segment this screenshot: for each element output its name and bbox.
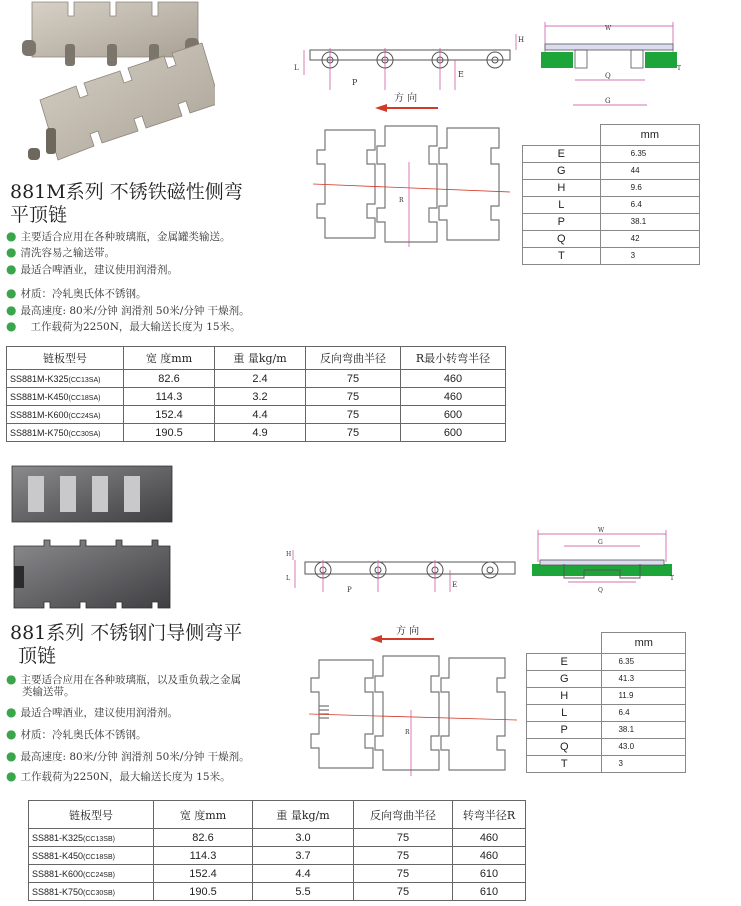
column-header: 链板型号 [7, 347, 124, 370]
column-header: 重 量kg/m [253, 801, 354, 829]
column-header: 宽 度mm [154, 801, 253, 829]
side-view-diagram-1 [290, 20, 530, 115]
dim-label-r: R [405, 729, 410, 736]
table-row: T 3 [523, 247, 700, 264]
column-header: 宽 度mm [124, 347, 215, 370]
bullet-icon: ● [6, 705, 17, 719]
dim-label-g: G [598, 539, 603, 546]
cross-section-diagram-1 [535, 20, 685, 120]
dim-label-g: G [605, 97, 611, 105]
chain-photo-881 [8, 458, 208, 618]
bullet-icon: ● [6, 245, 17, 259]
direction-arrow-icon [370, 634, 440, 644]
list-item: ● 最适合啤酒业，建议使用润滑剂。 [6, 262, 178, 276]
table-row: SS881-K750(CC30SB) 190.5 5.5 75 610 [29, 883, 526, 901]
dim-label-q: Q [605, 72, 611, 80]
product1-title-line2: 平顶链 [10, 204, 68, 226]
product2-bullets [6, 673, 316, 786]
table-row: E 6.35 [527, 653, 686, 670]
list-item: ● 清洗容易之输送带。 [6, 245, 115, 259]
top-view-diagram-2 [305, 650, 525, 780]
list-item: 类输送带。 [22, 686, 75, 698]
table-row: G 44 [523, 162, 700, 179]
list-item: ● 最高速度: 80米/分钟 润滑剂 50米/分钟 干燥剂。 [6, 303, 250, 317]
list-item: ● 材质：冷轧奥氏体不锈钢。 [6, 286, 147, 300]
spec-header: mm [602, 633, 686, 654]
dim-label-l: L [294, 64, 299, 72]
dim-label-e: E [458, 70, 464, 79]
direction-label: 方 向 [394, 93, 418, 104]
bullet-icon: ● [6, 303, 17, 317]
table-row: G 41.3 [527, 670, 686, 687]
model-table-1 [6, 346, 506, 442]
table-row: T 3 [527, 755, 686, 772]
list-item: ● 主要适合应用在各种玻璃瓶，以及重负载之金属 [6, 672, 241, 686]
table-row: Q 42 [523, 230, 700, 247]
table-row: L 6.4 [527, 704, 686, 721]
dim-label-r: R [399, 197, 404, 204]
direction-label: 方 向 [396, 626, 420, 637]
table-row: Q 43.0 [527, 738, 686, 755]
column-header: 重 量kg/m [215, 347, 306, 370]
list-item: ● 材质：冷轧奥氏体不锈钢。 [6, 727, 147, 741]
product2-title-line1: 881系列 不锈钢门导侧弯平 [10, 622, 243, 644]
bullet-icon: ● [6, 727, 17, 741]
list-item: ● 最适合啤酒业，建议使用润滑剂。 [6, 705, 178, 719]
list-item: ● 主要适合应用在各种玻璃瓶，金属罐类输送。 [6, 229, 231, 243]
column-header: 反向弯曲半径 [306, 347, 401, 370]
spec-table-1 [522, 124, 700, 265]
chain-photo-881m [10, 0, 215, 175]
product1-title-line1: 881M系列 不锈铁磁性侧弯 [10, 181, 243, 203]
table-row: SS881M-K450(CC18SA) 114.3 3.2 75 460 [7, 388, 506, 406]
list-item: ● 工作载荷为2250N，最大输送长度为 15米。 [6, 319, 241, 333]
dim-label-w: W [598, 527, 605, 534]
column-header: 反向弯曲半径 [354, 801, 453, 829]
column-header: R最小转弯半径 [401, 347, 506, 370]
product2-title-line2: 顶链 [18, 645, 57, 667]
spec-header: mm [600, 125, 699, 146]
product2-title [10, 622, 242, 668]
table-row: SS881-K450(CC18SB) 114.3 3.7 75 460 [29, 847, 526, 865]
list-item: ● 最高速度: 80米/分钟 润滑剂 50米/分钟 干燥剂。 [6, 749, 250, 763]
list-item: ● 工作载荷为2250N，最大输送长度为 15米。 [6, 769, 231, 783]
table-row: H 9.6 [523, 179, 700, 196]
bullet-icon: ● [6, 229, 17, 243]
direction-arrow-icon [375, 104, 438, 112]
dim-label-p: P [352, 78, 358, 87]
dim-label-h: H [518, 36, 525, 44]
bullet-icon: ● [6, 769, 17, 783]
bullet-icon: ● [6, 262, 17, 276]
column-header: 链板型号 [29, 801, 154, 829]
bullet-icon: ● [6, 319, 17, 333]
table-row: SS881M-K325(CC13SA) 82.6 2.4 75 460 [7, 370, 506, 388]
bullet-icon: ● [6, 672, 17, 686]
table-row: P 38.1 [523, 213, 700, 230]
dim-label-t: T [677, 65, 682, 72]
product1-title [10, 181, 243, 227]
dim-label-e: E [452, 581, 458, 589]
table-row: H 11.9 [527, 687, 686, 704]
model-table-2 [28, 800, 526, 901]
product1-bullets [6, 230, 316, 336]
bullet-icon: ● [6, 749, 17, 763]
dim-label-w: W [605, 25, 612, 32]
dim-label-l: L [286, 575, 290, 582]
cross-section-diagram-2 [528, 520, 678, 605]
table-row: SS881-K600(CC24SB) 152.4 4.4 75 610 [29, 865, 526, 883]
side-view-diagram-2 [285, 540, 525, 600]
bullet-icon: ● [6, 286, 17, 300]
dim-label-h: H [286, 551, 292, 558]
spec-table-2 [526, 632, 686, 773]
dim-label-q: Q [598, 587, 603, 594]
table-row: SS881M-K600(CC24SA) 152.4 4.4 75 600 [7, 406, 506, 424]
dim-label-t: T [670, 575, 675, 582]
table-row: P 38.1 [527, 721, 686, 738]
table-row: E 6.35 [523, 145, 700, 162]
column-header: 转弯半径R [453, 801, 526, 829]
dim-label-p: P [347, 586, 352, 594]
table-row: L 6.4 [523, 196, 700, 213]
table-row: SS881-K325(CC13SB) 82.6 3.0 75 460 [29, 829, 526, 847]
table-row: SS881M-K750(CC30SA) 190.5 4.9 75 600 [7, 424, 506, 442]
top-view-diagram-1 [305, 122, 520, 252]
